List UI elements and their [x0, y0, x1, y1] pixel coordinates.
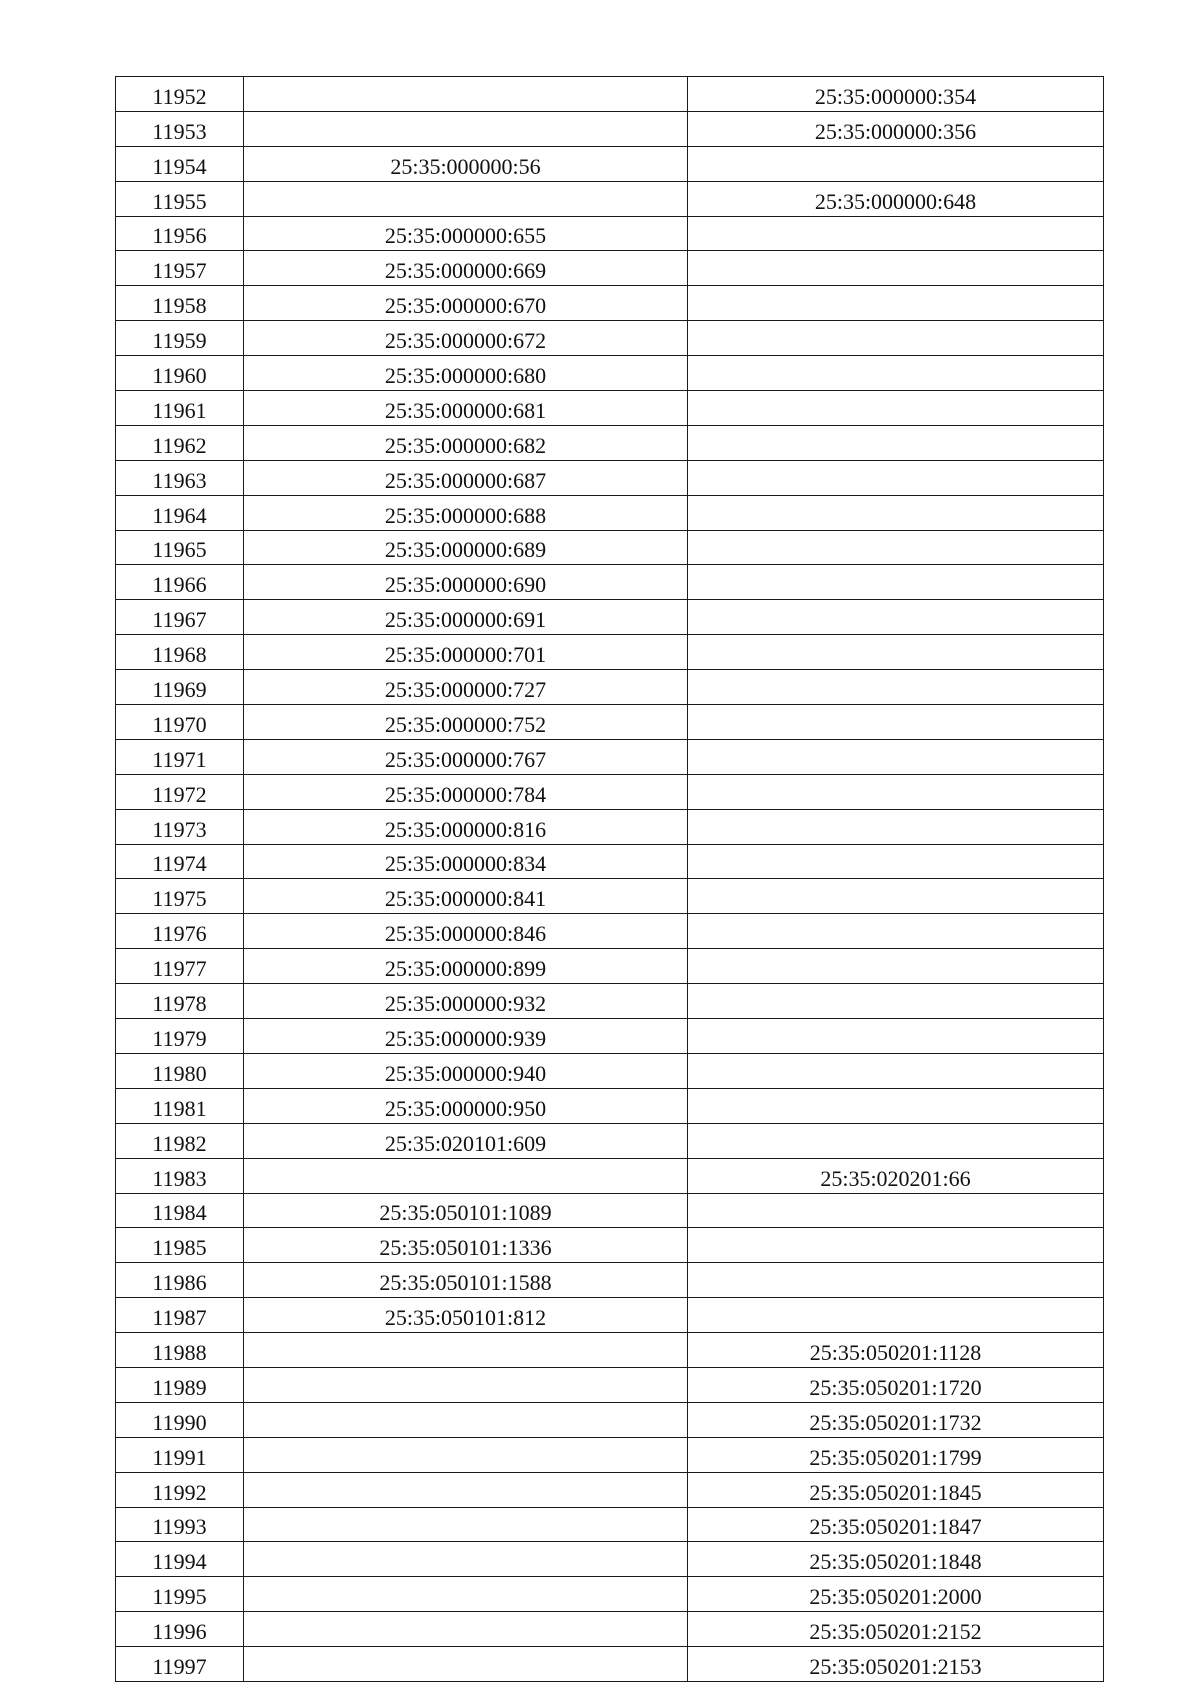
cadastral-number-cell-b: [688, 1507, 1104, 1542]
row-number-cell-text: 11965: [152, 537, 207, 563]
cadastral-number-cell-b-text: 25:35:050201:1128: [809, 1339, 982, 1365]
cadastral-number-cell-a: [244, 914, 688, 949]
cadastral-number-cell-a: [244, 1123, 688, 1158]
row-number-cell-text: 11996: [152, 1619, 207, 1645]
cadastral-number-cell-a: [244, 181, 688, 216]
table-row: [116, 356, 1104, 391]
table-row: [116, 1123, 1104, 1158]
cadastral-number-cell-a: [244, 844, 688, 879]
row-number-cell-text: 11993: [152, 1514, 207, 1540]
cadastral-number-cell-a-text: 25:35:000000:816: [384, 816, 547, 842]
row-number-cell: [116, 1367, 244, 1402]
table-row: [116, 181, 1104, 216]
row-number-cell-text: 11994: [152, 1549, 207, 1575]
table-row: [116, 809, 1104, 844]
row-number-cell-text: 11966: [152, 572, 207, 598]
cadastral-number-cell-a-text: 25:35:000000:752: [384, 711, 547, 737]
table-row: [116, 1542, 1104, 1577]
cadastral-number-cell-a: [244, 1367, 688, 1402]
cadastral-number-cell-a: [244, 635, 688, 670]
table-row: [116, 460, 1104, 495]
cadastral-number-cell-a: [244, 705, 688, 740]
row-number-cell: [116, 844, 244, 879]
table-row: [116, 1158, 1104, 1193]
row-number-cell: [116, 1088, 244, 1123]
table-row: [116, 600, 1104, 635]
cadastral-number-cell-a: [244, 1053, 688, 1088]
table-row: [116, 321, 1104, 356]
row-number-cell-text: 11968: [152, 642, 207, 668]
cadastral-number-cell-a-text: 25:35:000000:672: [384, 328, 547, 354]
row-number-cell-text: 11977: [152, 956, 207, 982]
cadastral-number-cell-b: [688, 739, 1104, 774]
cadastral-number-cell-a-text: 25:35:000000:701: [384, 642, 547, 668]
cadastral-number-cell-b-text: 25:35:000000:356: [814, 118, 977, 144]
cadastral-number-cell-b-text: 25:35:050201:2000: [809, 1584, 982, 1610]
cadastral-number-cell-b: [688, 1647, 1104, 1682]
cadastral-number-cell-b: [688, 1228, 1104, 1263]
row-number-cell: [116, 705, 244, 740]
row-number-cell-text: 11952: [152, 83, 207, 109]
table-row: [116, 1193, 1104, 1228]
cadastral-number-cell-a: [244, 600, 688, 635]
cadastral-number-cell-a-text: 25:35:000000:655: [384, 223, 547, 249]
table-row: [116, 1402, 1104, 1437]
cadastral-number-cell-b: [688, 949, 1104, 984]
cadastral-number-cell-a: [244, 286, 688, 321]
cadastral-number-cell-a-text: 25:35:020101:609: [384, 1130, 547, 1156]
row-number-cell-text: 11974: [152, 851, 207, 877]
row-number-cell: [116, 1647, 244, 1682]
cadastral-number-cell-a-text: 25:35:000000:680: [384, 363, 547, 389]
cadastral-number-cell-a: [244, 809, 688, 844]
table-row: [116, 1333, 1104, 1368]
table-row: [116, 1437, 1104, 1472]
row-number-cell: [116, 321, 244, 356]
cadastral-number-cell-b-text: 25:35:000000:648: [814, 188, 977, 214]
row-number-cell-text: 11997: [152, 1653, 207, 1679]
cadastral-number-cell-a: [244, 391, 688, 426]
cadastral-number-cell-a: [244, 1193, 688, 1228]
cadastral-number-cell-b: [688, 635, 1104, 670]
cadastral-number-cell-a: [244, 1542, 688, 1577]
cadastral-number-cell-b: [688, 1333, 1104, 1368]
row-number-cell: [116, 1228, 244, 1263]
row-number-cell: [116, 1298, 244, 1333]
table-row: [116, 949, 1104, 984]
cadastral-number-cell-a: [244, 216, 688, 251]
cadastral-number-cell-a: [244, 1298, 688, 1333]
cadastral-number-cell-a-text: 25:35:000000:689: [384, 537, 547, 563]
cadastral-number-cell-a: [244, 1228, 688, 1263]
cadastral-number-cell-a: [244, 1612, 688, 1647]
cadastral-number-cell-a-text: 25:35:000000:834: [384, 851, 547, 877]
table-row: [116, 1019, 1104, 1054]
row-number-cell: [116, 1158, 244, 1193]
cadastral-number-cell-b: [688, 391, 1104, 426]
row-number-cell: [116, 1577, 244, 1612]
row-number-cell: [116, 1053, 244, 1088]
row-number-cell-text: 11976: [152, 921, 207, 947]
table-row: [116, 1228, 1104, 1263]
cadastral-number-cell-a-text: 25:35:000000:688: [384, 502, 547, 528]
row-number-cell: [116, 1612, 244, 1647]
row-number-cell-text: 11975: [152, 886, 207, 912]
cadastral-number-cell-a-text: 25:35:000000:950: [384, 1095, 547, 1121]
table-row: [116, 565, 1104, 600]
cadastral-number-cell-a: [244, 774, 688, 809]
cadastral-number-cell-a: [244, 565, 688, 600]
cadastral-number-cell-b: [688, 1577, 1104, 1612]
cadastral-number-cell-b: [688, 181, 1104, 216]
row-number-cell: [116, 1263, 244, 1298]
table-row: [116, 146, 1104, 181]
cadastral-number-cell-a-text: 25:35:000000:56: [390, 153, 541, 179]
cadastral-number-cell-b: [688, 1437, 1104, 1472]
cadastral-number-cell-a: [244, 1472, 688, 1507]
cadastral-number-cell-b: [688, 286, 1104, 321]
table-row: [116, 844, 1104, 879]
row-number-cell-text: 11984: [152, 1200, 207, 1226]
cadastral-number-cell-b: [688, 879, 1104, 914]
cadastral-number-cell-b: [688, 565, 1104, 600]
row-number-cell-text: 11979: [152, 1025, 207, 1051]
row-number-cell-text: 11985: [152, 1235, 207, 1261]
row-number-cell-text: 11959: [152, 328, 207, 354]
row-number-cell: [116, 391, 244, 426]
cadastral-number-cell-a: [244, 251, 688, 286]
cadastral-number-cell-b: [688, 774, 1104, 809]
cadastral-number-cell-b: [688, 321, 1104, 356]
row-number-cell: [116, 251, 244, 286]
cadastral-number-cell-b: [688, 914, 1104, 949]
cadastral-number-cell-a: [244, 1507, 688, 1542]
cadastral-number-cell-a-text: 25:35:000000:727: [384, 677, 547, 703]
cadastral-number-cell-b: [688, 460, 1104, 495]
cadastral-number-cell-a: [244, 1263, 688, 1298]
row-number-cell-text: 11958: [152, 293, 207, 319]
cadastral-number-cell-a: [244, 1158, 688, 1193]
table-row: [116, 739, 1104, 774]
row-number-cell: [116, 111, 244, 146]
row-number-cell-text: 11986: [152, 1270, 207, 1296]
row-number-cell: [116, 1333, 244, 1368]
cadastral-number-cell-b: [688, 809, 1104, 844]
row-number-cell-text: 11970: [152, 711, 207, 737]
table-row: [116, 391, 1104, 426]
row-number-cell: [116, 1542, 244, 1577]
row-number-cell-text: 11955: [152, 188, 207, 214]
cadastral-number-cell-a-text: 25:35:050101:1336: [379, 1235, 552, 1261]
table-row: [116, 1053, 1104, 1088]
row-number-cell: [116, 670, 244, 705]
row-number-cell-text: 11995: [152, 1584, 207, 1610]
row-number-cell-text: 11961: [152, 397, 207, 423]
cadastral-number-cell-a-text: 25:35:000000:687: [384, 467, 547, 493]
cadastral-number-cell-b: [688, 600, 1104, 635]
row-number-cell: [116, 77, 244, 112]
row-number-cell-text: 11989: [152, 1374, 207, 1400]
table-row: [116, 705, 1104, 740]
cadastral-numbers-table: [115, 76, 1104, 1682]
cadastral-number-cell-a-text: 25:35:000000:691: [384, 607, 547, 633]
cadastral-number-cell-b-text: 25:35:000000:354: [814, 83, 977, 109]
cadastral-number-cell-b-text: 25:35:020201:66: [820, 1165, 971, 1191]
row-number-cell: [116, 1507, 244, 1542]
row-number-cell: [116, 949, 244, 984]
table-row: [116, 530, 1104, 565]
row-number-cell: [116, 809, 244, 844]
cadastral-number-cell-b: [688, 705, 1104, 740]
cadastral-number-cell-a-text: 25:35:000000:784: [384, 781, 547, 807]
row-number-cell-text: 11956: [152, 223, 207, 249]
cadastral-number-cell-b: [688, 1263, 1104, 1298]
row-number-cell-text: 11969: [152, 677, 207, 703]
table-row: [116, 286, 1104, 321]
cadastral-number-cell-a: [244, 949, 688, 984]
cadastral-number-cell-a-text: 25:35:000000:932: [384, 991, 547, 1017]
table-row: [116, 495, 1104, 530]
row-number-cell-text: 11978: [152, 991, 207, 1017]
row-number-cell-text: 11981: [152, 1095, 207, 1121]
row-number-cell-text: 11973: [152, 816, 207, 842]
row-number-cell-text: 11953: [152, 118, 207, 144]
row-number-cell: [116, 146, 244, 181]
cadastral-number-cell-b-text: 25:35:050201:2152: [809, 1619, 982, 1645]
cadastral-number-cell-a: [244, 1577, 688, 1612]
cadastral-number-cell-a-text: 25:35:000000:767: [384, 746, 547, 772]
row-number-cell: [116, 1019, 244, 1054]
cadastral-number-cell-a: [244, 984, 688, 1019]
cadastral-number-cell-b-text: 25:35:050201:2153: [809, 1653, 982, 1679]
row-number-cell-text: 11991: [152, 1444, 207, 1470]
cadastral-number-cell-a-text: 25:35:000000:682: [384, 432, 547, 458]
cadastral-number-cell-b: [688, 1367, 1104, 1402]
row-number-cell-text: 11962: [152, 432, 207, 458]
table-row: [116, 879, 1104, 914]
cadastral-number-cell-b-text: 25:35:050201:1720: [809, 1374, 982, 1400]
row-number-cell-text: 11983: [152, 1165, 207, 1191]
table-row: [116, 1367, 1104, 1402]
cadastral-number-cell-b: [688, 1158, 1104, 1193]
cadastral-number-cell-b: [688, 216, 1104, 251]
cadastral-number-cell-b: [688, 1542, 1104, 1577]
cadastral-number-cell-a-text: 25:35:050101:1588: [379, 1270, 552, 1296]
table-row: [116, 1507, 1104, 1542]
cadastral-number-cell-a: [244, 739, 688, 774]
table-row: [116, 1298, 1104, 1333]
table-row: [116, 774, 1104, 809]
table-row: [116, 914, 1104, 949]
cadastral-number-cell-a-text: 25:35:000000:939: [384, 1025, 547, 1051]
cadastral-number-cell-a: [244, 321, 688, 356]
cadastral-number-cell-b: [688, 1123, 1104, 1158]
cadastral-number-cell-a-text: 25:35:000000:846: [384, 921, 547, 947]
row-number-cell-text: 11964: [152, 502, 207, 528]
cadastral-number-cell-b: [688, 1612, 1104, 1647]
row-number-cell: [116, 635, 244, 670]
cadastral-number-cell-b: [688, 984, 1104, 1019]
row-number-cell: [116, 495, 244, 530]
row-number-cell: [116, 1472, 244, 1507]
cadastral-number-cell-a-text: 25:35:000000:690: [384, 572, 547, 598]
row-number-cell: [116, 984, 244, 1019]
row-number-cell: [116, 774, 244, 809]
cadastral-number-cell-a: [244, 1019, 688, 1054]
row-number-cell-text: 11980: [152, 1060, 207, 1086]
cadastral-number-cell-a-text: 25:35:000000:669: [384, 258, 547, 284]
row-number-cell-text: 11990: [152, 1409, 207, 1435]
cadastral-number-cell-b: [688, 77, 1104, 112]
cadastral-number-cell-a: [244, 425, 688, 460]
row-number-cell: [116, 1193, 244, 1228]
cadastral-number-cell-a: [244, 495, 688, 530]
cadastral-number-cell-a: [244, 670, 688, 705]
row-number-cell: [116, 530, 244, 565]
row-number-cell: [116, 216, 244, 251]
cadastral-number-cell-b-text: 25:35:050201:1845: [809, 1479, 982, 1505]
table-row: [116, 111, 1104, 146]
table-row: [116, 670, 1104, 705]
cadastral-number-cell-a: [244, 111, 688, 146]
table-row: [116, 1472, 1104, 1507]
cadastral-number-cell-b: [688, 1053, 1104, 1088]
row-number-cell: [116, 879, 244, 914]
cadastral-number-cell-b: [688, 1019, 1104, 1054]
row-number-cell-text: 11967: [152, 607, 207, 633]
table-row: [116, 1577, 1104, 1612]
cadastral-number-cell-b: [688, 425, 1104, 460]
row-number-cell-text: 11963: [152, 467, 207, 493]
cadastral-number-cell-a: [244, 146, 688, 181]
row-number-cell: [116, 286, 244, 321]
table-row: [116, 77, 1104, 112]
row-number-cell-text: 11954: [152, 153, 207, 179]
row-number-cell: [116, 460, 244, 495]
table-row: [116, 1088, 1104, 1123]
cadastral-number-cell-a-text: 25:35:000000:681: [384, 397, 547, 423]
cadastral-number-cell-a: [244, 1333, 688, 1368]
cadastral-number-cell-a-text: 25:35:000000:899: [384, 956, 547, 982]
cadastral-number-cell-a: [244, 879, 688, 914]
cadastral-number-cell-a: [244, 530, 688, 565]
row-number-cell: [116, 1402, 244, 1437]
cadastral-number-cell-b: [688, 1088, 1104, 1123]
cadastral-number-cell-b: [688, 1402, 1104, 1437]
row-number-cell-text: 11988: [152, 1339, 207, 1365]
cadastral-number-cell-b-text: 25:35:050201:1732: [809, 1409, 982, 1435]
row-number-cell: [116, 181, 244, 216]
table-row: [116, 1263, 1104, 1298]
table-row: [116, 635, 1104, 670]
cadastral-number-cell-b: [688, 844, 1104, 879]
cadastral-number-cell-a: [244, 460, 688, 495]
cadastral-number-cell-a: [244, 1437, 688, 1472]
table-row: [116, 216, 1104, 251]
table-row: [116, 425, 1104, 460]
cadastral-number-cell-a-text: 25:35:000000:940: [384, 1060, 547, 1086]
cadastral-number-cell-b: [688, 1193, 1104, 1228]
cadastral-number-cell-b-text: 25:35:050201:1799: [809, 1444, 982, 1470]
row-number-cell: [116, 1123, 244, 1158]
cadastral-number-cell-a: [244, 1402, 688, 1437]
table-row: [116, 251, 1104, 286]
row-number-cell: [116, 600, 244, 635]
cadastral-number-cell-a-text: 25:35:000000:670: [384, 293, 547, 319]
row-number-cell-text: 11987: [152, 1305, 207, 1331]
table-body: [116, 77, 1104, 1682]
cadastral-number-cell-a: [244, 1088, 688, 1123]
cadastral-number-cell-b-text: 25:35:050201:1848: [809, 1549, 982, 1575]
cadastral-number-cell-b: [688, 1472, 1104, 1507]
cadastral-number-cell-a: [244, 356, 688, 391]
cadastral-number-cell-a-text: 25:35:050101:812: [384, 1305, 547, 1331]
table-row: [116, 1647, 1104, 1682]
cadastral-number-cell-b: [688, 356, 1104, 391]
cadastral-number-cell-a: [244, 77, 688, 112]
cadastral-number-cell-a-text: 25:35:000000:841: [384, 886, 547, 912]
cadastral-number-cell-b: [688, 146, 1104, 181]
row-number-cell-text: 11972: [152, 781, 207, 807]
row-number-cell: [116, 1437, 244, 1472]
row-number-cell: [116, 425, 244, 460]
row-number-cell: [116, 914, 244, 949]
cadastral-number-cell-a-text: 25:35:050101:1089: [379, 1200, 552, 1226]
cadastral-number-cell-b: [688, 530, 1104, 565]
cadastral-number-cell-b: [688, 251, 1104, 286]
row-number-cell-text: 11982: [152, 1130, 207, 1156]
row-number-cell: [116, 739, 244, 774]
row-number-cell: [116, 565, 244, 600]
table-row: [116, 984, 1104, 1019]
row-number-cell: [116, 356, 244, 391]
row-number-cell-text: 11971: [152, 746, 207, 772]
cadastral-number-cell-b: [688, 111, 1104, 146]
cadastral-number-cell-b-text: 25:35:050201:1847: [809, 1514, 982, 1540]
cadastral-number-cell-b: [688, 670, 1104, 705]
cadastral-number-cell-b: [688, 495, 1104, 530]
cadastral-number-cell-a: [244, 1647, 688, 1682]
row-number-cell-text: 11992: [152, 1479, 207, 1505]
table-row: [116, 1612, 1104, 1647]
row-number-cell-text: 11960: [152, 363, 207, 389]
cadastral-number-cell-b: [688, 1298, 1104, 1333]
row-number-cell-text: 11957: [152, 258, 207, 284]
